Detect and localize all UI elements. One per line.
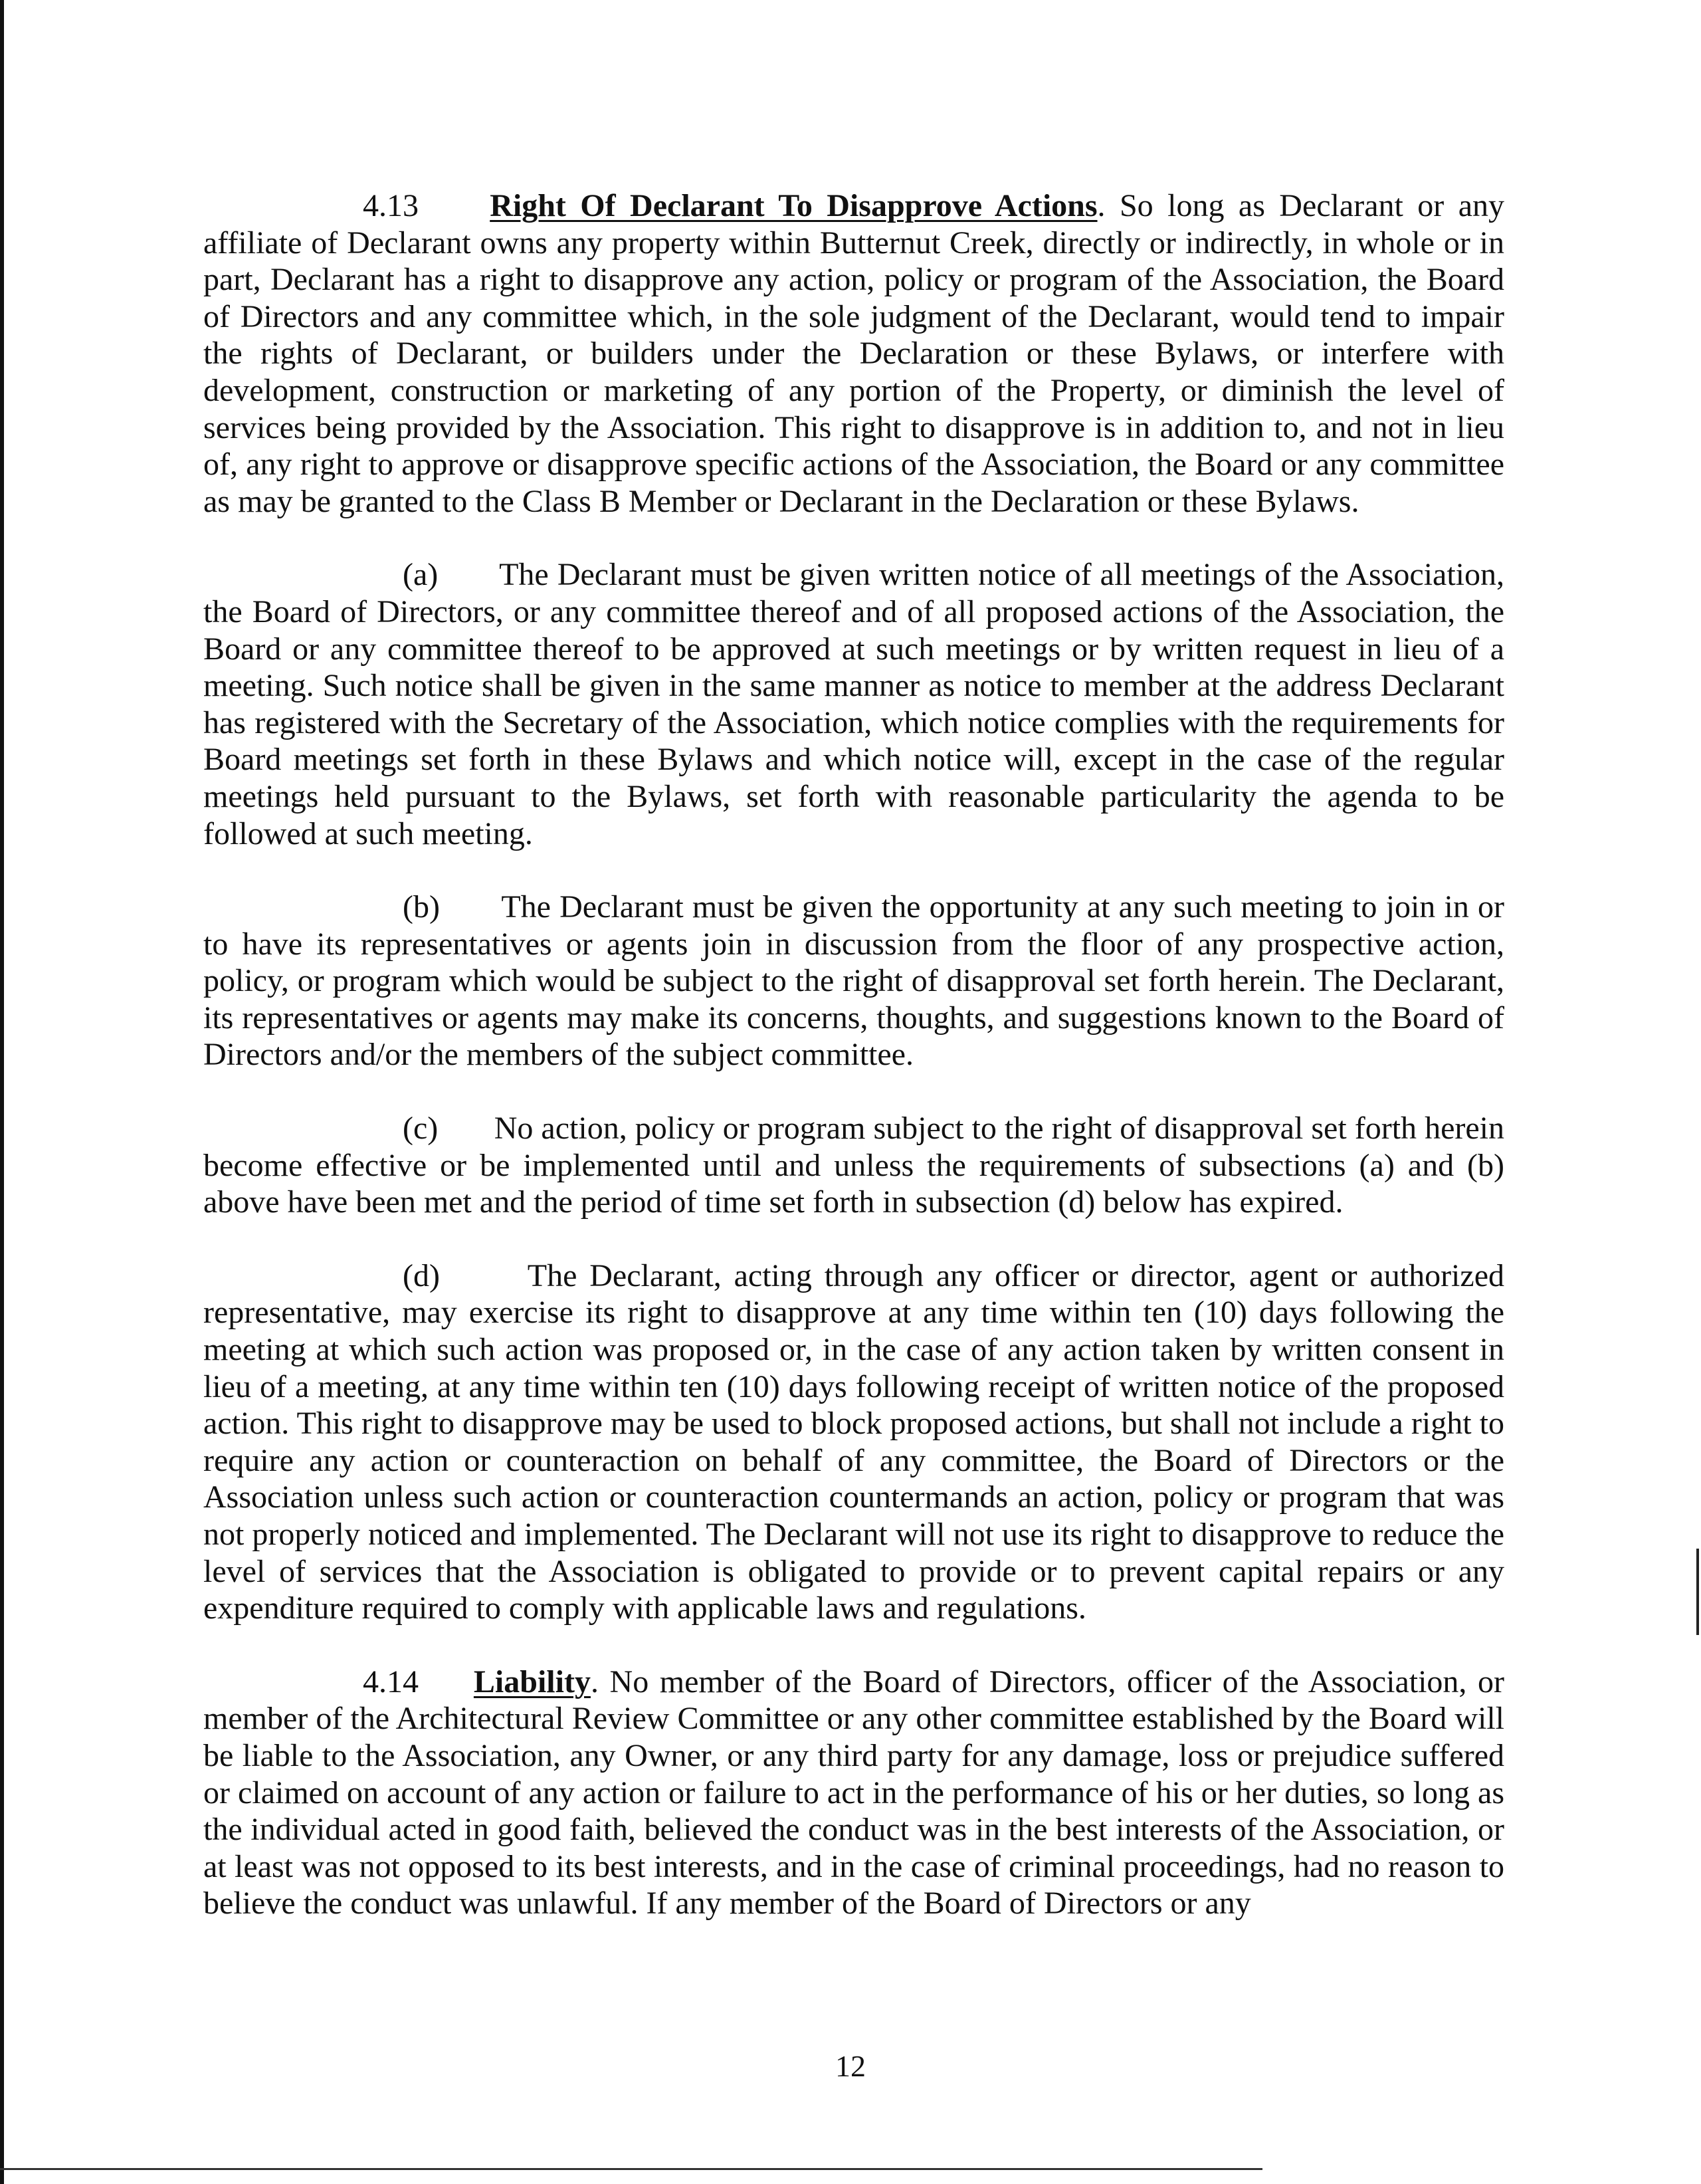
page-number: 12 bbox=[835, 2049, 866, 2083]
subsection-text: The Declarant must be given written notice of all meetings of the Association, the Board of Directors, or any committee thereof and of all proposed actions of the Association, the Board or any committee thereof to be approved at such meetings or by written request in lieu of a meeting. Such notice shall be given in the same manner as notice to member at the address Declarant has registered with the Secretary of the Association, which notice complies with the requirements for Board meetings set forth in these Bylaws and which notice will, except in the case of the regular meetings held pursuant to the Bylaws, set forth with reasonable particularity the agenda to be followed at such meeting. bbox=[203, 557, 1505, 851]
subsection-d bbox=[203, 1257, 1504, 1627]
section-text: . So long as Declarant or any affiliate of Declarant owns any property within Butternut Creek, directly or indirectly, in whole or in part, Declarant has a right to disapprove any action, policy or program of the Association, the Board of Directors and any committee which, in the sole judgment of the Declarant, would tend to impair the rights of Declarant, or builders under the Declaration or these Bylaws, or interfere with development, construction or marketing of any portion of the Property, or diminish the level of services being provided by the Association. This right to disapprove is in addition to, and not in lieu of, any right to approve or disapprove specific actions of the Association, the Board or any committee as may be granted to the Class B Member or Declarant in the Declaration or these Bylaws. bbox=[203, 188, 1505, 519]
scan-right-mark bbox=[1696, 1549, 1699, 1635]
subsection-label: (b) bbox=[403, 889, 440, 925]
subsection-label: (a) bbox=[403, 557, 439, 593]
section-number: 4.13 bbox=[363, 188, 419, 223]
subsection-label: (c) bbox=[403, 1111, 439, 1147]
subsection-b bbox=[203, 889, 1504, 1073]
section-heading: Liability bbox=[473, 1664, 591, 1699]
subsection-text: No action, policy or program subject to the right of disapproval set forth herein become effective or be implemented until and unless the requirements of subsections (a) and (b) above have been met and the period of time set forth in subsection (d) below has expired. bbox=[203, 1111, 1505, 1220]
subsection-a bbox=[203, 556, 1504, 852]
section-heading: Right Of Declarant To Disapprove Actions bbox=[490, 188, 1098, 223]
section-text: . No member of the Board of Directors, officer of the Association, or member of the Architectural Review Committee or any other committee established by the Board will be liable to the Association, any Owner, or any third party for any damage, loss or prejudice suffered or claimed on account of any action or failure to act in the performance of his or her duties, so long as the individual acted in good faith, believed the conduct was in the best interests of the Association, or at least was not opposed to its best interests, and in the case of criminal proceedings, had no reason to believe the conduct was unlawful. If any member of the Board of Directors or any bbox=[203, 1664, 1504, 1921]
subsection-text: The Declarant, acting through any officer or director, agent or authorized representative, may exercise its right to disapprove at any time within ten (10) days following the meeting at which such action was proposed or, in the case of any action taken by written consent in lieu of a meeting, at any time within ten (10) days following receipt of written notice of the proposed action. This right to disapprove may be used to block proposed actions, but shall not include a right to require any action or counteraction on behalf of any committee, the Board of Directors or the Association unless such action or counteraction countermands an action, policy or program that was not properly noticed and implemented. The Declarant will not use its right to disapprove to reduce the level of services that the Association is obligated to provide or to prevent capital repairs or any expenditure required to comply with applicable laws and regulations. bbox=[203, 1257, 1504, 1626]
section-4-13 bbox=[203, 187, 1504, 520]
scan-left-edge bbox=[0, 0, 4, 2184]
document-body bbox=[203, 187, 1504, 1922]
section-number: 4.14 bbox=[363, 1664, 419, 1699]
subsection-text: The Declarant must be given the opportunity at any such meeting to join in or to have its representatives or agents join in discussion from the floor of any prospective action, policy, or program which would be subject to the right of disapproval set forth herein. The Declarant, its representatives or agents may make its concerns, thoughts, and suggestions known to the Board of Directors and/or the members of the subject committee. bbox=[203, 889, 1505, 1073]
scan-bottom-rule bbox=[0, 2168, 1262, 2170]
subsection-label: (d) bbox=[403, 1257, 440, 1293]
subsection-c bbox=[203, 1110, 1504, 1221]
section-4-14 bbox=[203, 1664, 1504, 1922]
